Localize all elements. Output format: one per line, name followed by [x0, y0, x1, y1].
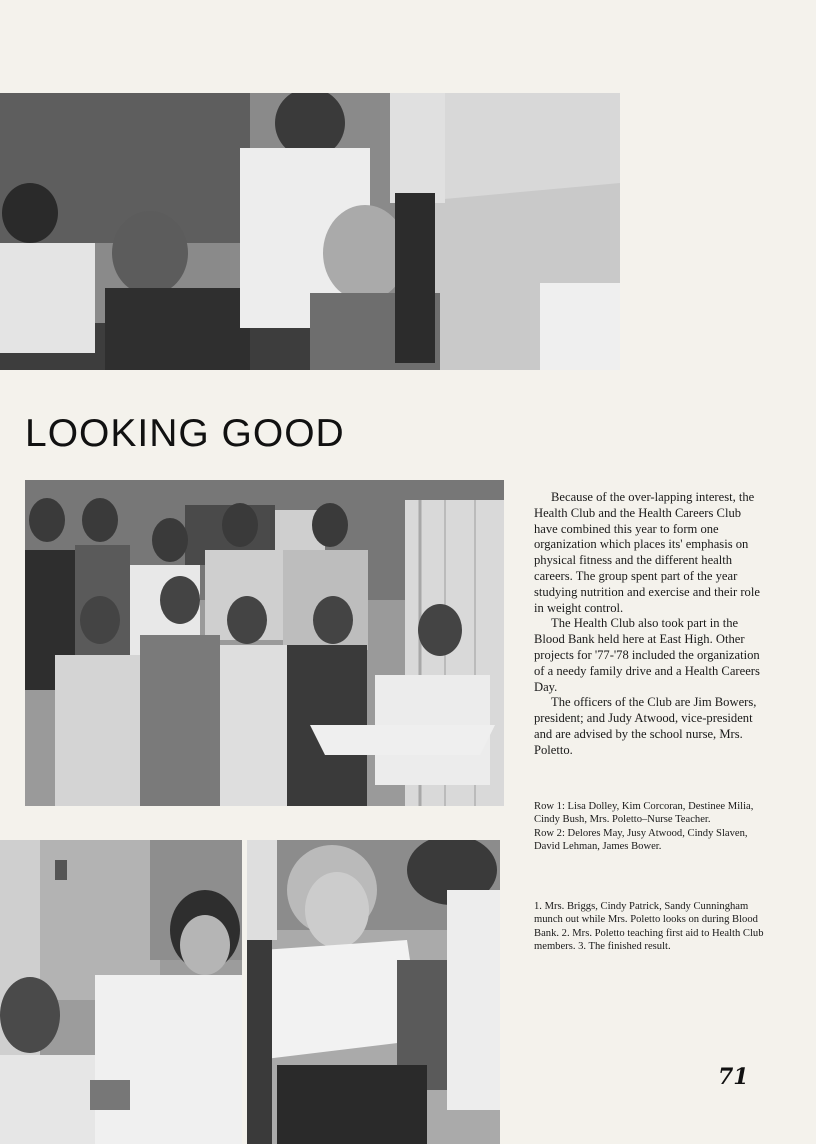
blood-bank-photo — [0, 93, 620, 370]
caption-row-2: Row 2: Delores May, Jusy Atwood, Cindy Slaven, David Lehman, James Bower. — [534, 827, 748, 853]
body-paragraph: Because of the over-lapping interest, the Health Club and the Health Careers Club have combined this year to form one organization which places its' emphasis on physical fitness and the different health careers. The group spent part of the year studying nutrition and exercise and their role in weight control. — [534, 490, 760, 615]
group-photo-caption — [534, 800, 766, 854]
finished-result-photo — [247, 840, 500, 1144]
page-number: 71 — [718, 1064, 749, 1090]
body-paragraph: The officers of the Club are Jim Bowers, president; and Judy Atwood, vice-president and are advised by the school nurse, Mrs. Poletto. — [534, 695, 757, 757]
health-club-group-photo — [25, 480, 504, 806]
caption-row-1: Row 1: Lisa Dolley, Kim Corcoran, Destinee Milia, Cindy Bush, Mrs. Poletto–Nurse Teacher. — [534, 801, 754, 826]
first-aid-photo — [0, 840, 242, 1144]
body-paragraph: The Health Club also took part in the Blood Bank held here at East High. Other projects for '77-'78 included the organization of a needy family drive and a Health Careers Day. — [534, 616, 760, 694]
photo-captions: 1. Mrs. Briggs, Cindy Patrick, Sandy Cunningham munch out while Mrs. Poletto looks on during Blood Bank. 2. Mrs. Poletto teaching first aid to Health Club members. 3. The finished result. — [534, 901, 764, 953]
page-title: LOOKING GOOD — [25, 412, 345, 455]
article-body — [534, 490, 760, 759]
